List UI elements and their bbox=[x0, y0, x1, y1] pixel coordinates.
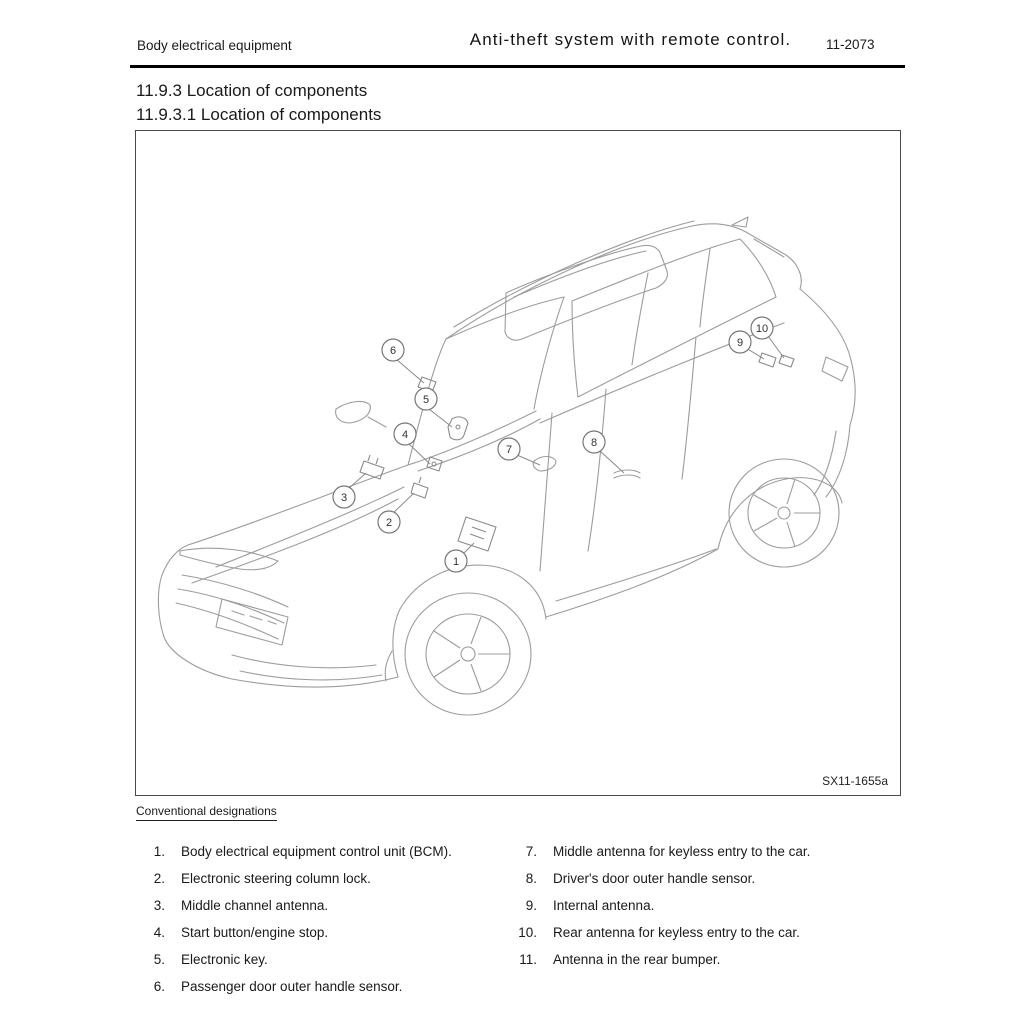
legend-item-text: Rear antenna for keyless entry to the car. bbox=[553, 925, 800, 940]
callout-8 bbox=[583, 431, 605, 453]
svg-text:10: 10 bbox=[755, 323, 769, 335]
callout-10 bbox=[751, 317, 773, 339]
svg-text:6: 6 bbox=[389, 345, 397, 357]
legend-item-text: Electronic steering column lock. bbox=[181, 871, 371, 886]
component-glyphs bbox=[360, 353, 794, 551]
figure-code: SX11-1655a bbox=[822, 774, 888, 788]
legend-item-7 bbox=[507, 843, 913, 860]
legend-item-text: Middle channel antenna. bbox=[181, 898, 329, 913]
car-diagram bbox=[136, 131, 900, 795]
legend-item-number: 3. bbox=[153, 898, 165, 913]
legend-item-5 bbox=[135, 951, 507, 968]
front-wheel bbox=[405, 593, 531, 715]
legend-item-8 bbox=[507, 870, 913, 887]
svg-text:8: 8 bbox=[590, 437, 598, 449]
legend-item-number: 9. bbox=[525, 898, 537, 913]
svg-text:9: 9 bbox=[736, 337, 744, 349]
callout-1 bbox=[445, 550, 467, 572]
svg-text:5: 5 bbox=[422, 394, 430, 406]
rear-wheel bbox=[729, 459, 839, 567]
legend-item-number: 1. bbox=[153, 844, 165, 859]
subheading-location-of-components: 11.9.3.1 Location of components bbox=[136, 105, 382, 124]
leader-lines bbox=[348, 336, 784, 559]
legend-item-text: Middle antenna for keyless entry to the car. bbox=[553, 844, 811, 859]
header-rule bbox=[130, 65, 905, 68]
legend-item-number: 10. bbox=[518, 925, 537, 940]
legend-item-number: 2. bbox=[153, 871, 165, 886]
legend-item-3 bbox=[135, 897, 507, 914]
callout-3 bbox=[333, 486, 355, 508]
legend-right-column bbox=[507, 843, 913, 1005]
legend-item-number: 4. bbox=[153, 925, 165, 940]
legend-item-number: 6. bbox=[153, 979, 165, 994]
figure-frame bbox=[135, 130, 901, 796]
legend-item-number: 7. bbox=[525, 844, 537, 859]
svg-text:4: 4 bbox=[401, 429, 409, 441]
callout-5 bbox=[415, 388, 437, 410]
page-number: 11-2073 bbox=[826, 37, 875, 52]
section-title: Anti-theft system with remote control. bbox=[469, 30, 792, 49]
legend-item-4 bbox=[135, 924, 507, 941]
legend-item-9 bbox=[507, 897, 913, 914]
legend-item-10 bbox=[507, 924, 913, 941]
svg-text:3: 3 bbox=[340, 492, 348, 504]
callout-9 bbox=[729, 331, 751, 353]
callout-7 bbox=[498, 438, 520, 460]
legend bbox=[135, 843, 913, 1005]
legend-item-6 bbox=[135, 978, 507, 995]
callout-6 bbox=[382, 339, 404, 361]
svg-text:1: 1 bbox=[452, 556, 460, 568]
legend-item-2 bbox=[135, 870, 507, 887]
legend-item-text: Antenna in the rear bumper. bbox=[553, 952, 721, 967]
legend-item-11 bbox=[507, 951, 913, 968]
legend-item-number: 11. bbox=[519, 952, 537, 967]
chapter-title: Body electrical equipment bbox=[137, 38, 292, 53]
callout-4 bbox=[394, 423, 416, 445]
legend-left-column bbox=[135, 843, 507, 1005]
legend-item-text: Passenger door outer handle sensor. bbox=[181, 979, 403, 994]
svg-text:2: 2 bbox=[385, 517, 393, 529]
legend-item-text: Start button/engine stop. bbox=[181, 925, 329, 940]
legend-item-1 bbox=[135, 843, 507, 860]
legend-item-text: Internal antenna. bbox=[553, 898, 655, 913]
legend-item-text: Body electrical equipment control unit (BCM). bbox=[181, 844, 452, 859]
legend-item-text: Driver's door outer handle sensor. bbox=[553, 871, 756, 886]
legend-item-number: 5. bbox=[153, 952, 165, 967]
legend-item-text: Electronic key. bbox=[181, 952, 268, 967]
svg-text:7: 7 bbox=[505, 444, 513, 456]
legend-caption: Conventional designations bbox=[136, 804, 277, 821]
callouts bbox=[333, 317, 773, 572]
legend-item-number: 8. bbox=[525, 871, 537, 886]
callout-2 bbox=[378, 511, 400, 533]
heading-location-of-components: 11.9.3 Location of components bbox=[136, 81, 368, 100]
